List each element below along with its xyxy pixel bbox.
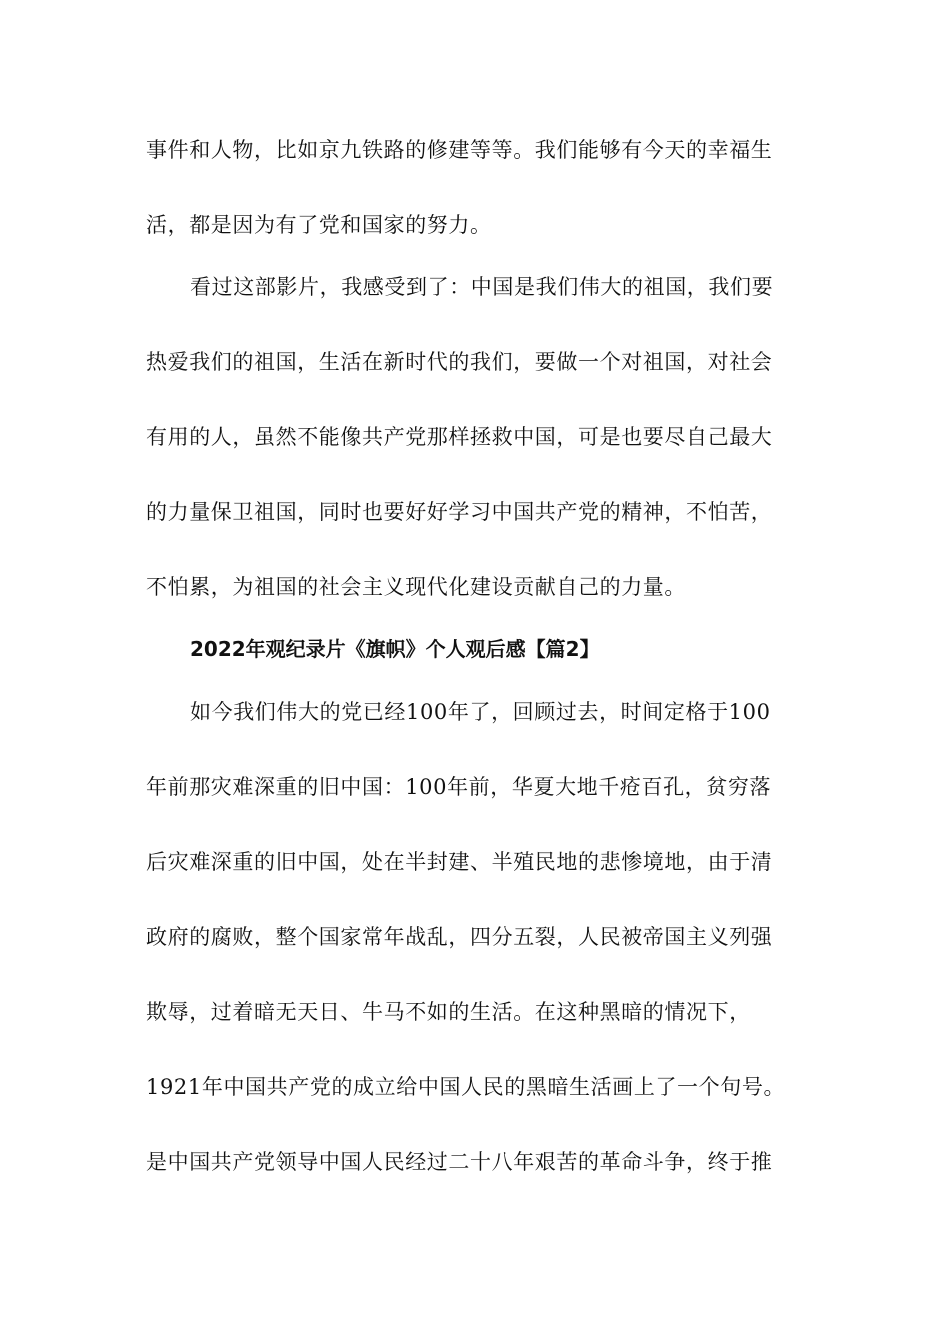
paragraph-2-line-5: 不怕累，为祖国的社会主义现代化建设贡献自己的力量。	[146, 575, 686, 599]
paragraph-2-line-1: 看过这部影片，我感受到了：中国是我们伟大的祖国，我们要	[190, 275, 774, 299]
paragraph-3-line-3: 后灾难深重的旧中国，处在半封建、半殖民地的悲惨境地，由于清	[146, 850, 773, 874]
paragraph-2-line-3: 有用的人，虽然不能像共产党那样拯救中国，可是也要尽自己最大	[146, 425, 773, 449]
paragraph-2-line-2: 热爱我们的祖国，生活在新时代的我们，要做一个对祖国，对社会	[146, 350, 773, 374]
paragraph-2-line-4: 的力量保卫祖国，同时也要好好学习中国共产党的精神，不怕苦，	[146, 500, 773, 524]
paragraph-3-line-6: 1921年中国共产党的成立给中国人民的黑暗生活画上了一个句号。	[146, 1075, 786, 1099]
paragraph-3-line-2: 年前那灾难深重的旧中国：100年前，华夏大地千疮百孔，贫穷落	[146, 775, 772, 799]
paragraph-3-line-4: 政府的腐败，整个国家常年战乱，四分五裂，人民被帝国主义列强	[146, 925, 773, 949]
paragraph-1-line-2: 活，都是因为有了党和国家的努力。	[146, 213, 492, 237]
paragraph-3-line-7: 是中国共产党领导中国人民经过二十八年艰苦的革命斗争，终于推	[146, 1150, 773, 1174]
section-heading: 2022年观纪录片《旗帜》个人观后感【篇2】	[190, 637, 600, 661]
paragraph-3-line-1: 如今我们伟大的党已经100年了，回顾过去，时间定格于100	[190, 700, 771, 724]
paragraph-1-line-1: 事件和人物，比如京九铁路的修建等等。我们能够有今天的幸福生	[146, 138, 773, 162]
paragraph-3-line-5: 欺辱，过着暗无天日、牛马不如的生活。在这种黑暗的情况下，	[146, 1000, 751, 1024]
